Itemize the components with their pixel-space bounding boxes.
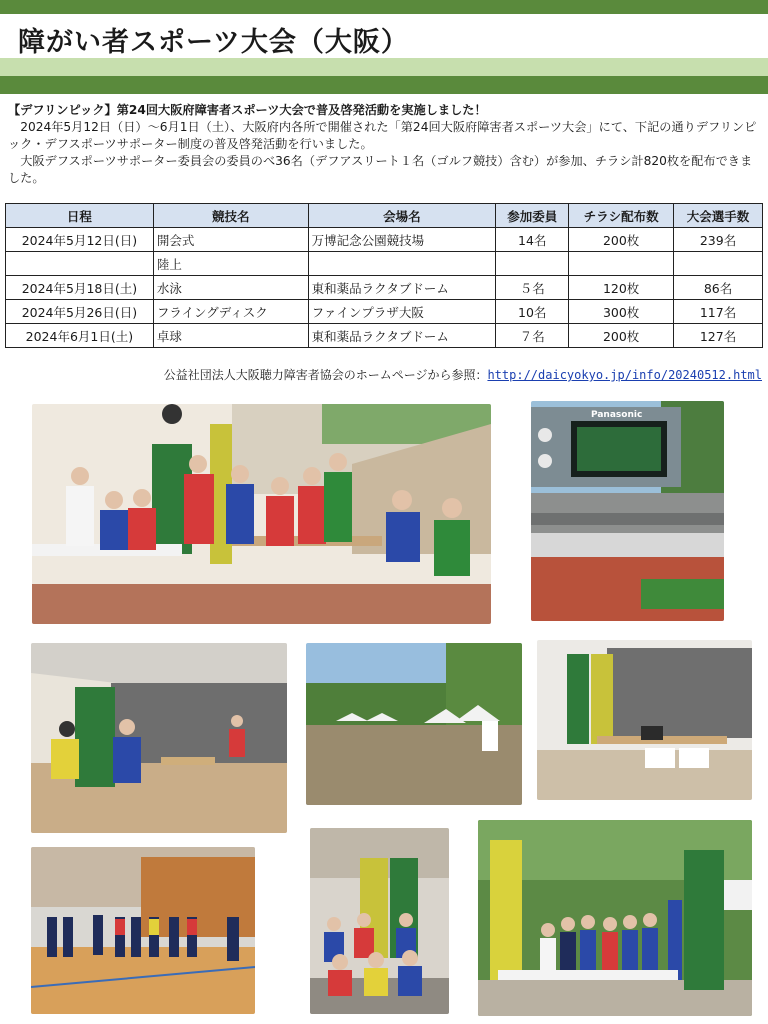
cell-athletes: 86名: [674, 276, 763, 300]
table-row: [6, 228, 763, 252]
header-band-dark: [0, 76, 768, 94]
cell-members: [496, 252, 569, 276]
cell-venue: 東和薬品ラクタブドーム: [308, 324, 496, 348]
table-row: [6, 276, 763, 300]
photo-group-booth: [32, 404, 491, 624]
reference-label: 公益社団法人大阪聴力障害者協会のホームページから参照：: [163, 368, 488, 382]
photo-group-banners: [310, 828, 449, 1014]
col-header-date: 日程: [6, 204, 154, 228]
cell-members: 14名: [496, 228, 569, 252]
cell-athletes: [674, 252, 763, 276]
cell-event: 陸上: [153, 252, 308, 276]
cell-athletes: 117名: [674, 300, 763, 324]
headline: 【デフリンピック】第24回大阪府障害者スポーツ大会で普及啓発活動を実施しました！: [8, 103, 487, 117]
intro-text: [8, 102, 760, 187]
photo-gym-athletes: [31, 847, 255, 1014]
cell-date: 2024年5月26日(日): [6, 300, 154, 324]
page-title: 障がい者スポーツ大会（大阪）: [18, 27, 409, 58]
table-header-row: [6, 204, 763, 228]
paragraph-1: 2024年5月12日（日）～6月1日（土）、大阪府内各所で開催された「第24回大阪府障害者スポーツ大会」にて、下記の通りデフリンピック・デフスポーツサポーター制度の普及啓発活動を行いました。: [8, 120, 757, 151]
cell-flyers: 200枚: [569, 228, 674, 252]
cell-flyers: 120枚: [569, 276, 674, 300]
cell-venue: ファインプラザ大阪: [308, 300, 496, 324]
cell-date: 2024年6月1日(土): [6, 324, 154, 348]
cell-venue: 万博記念公園競技場: [308, 228, 496, 252]
table-row: [6, 300, 763, 324]
cell-event: 水泳: [153, 276, 308, 300]
col-header-athletes: 大会選手数: [674, 204, 763, 228]
paragraph-2: 大阪デフスポーツサポーター委員会の委員のべ36名（デフアスリート１名（ゴルフ競技）含む）が参加、チラシ計820枚を配布できました。: [8, 154, 753, 185]
cell-members: 10名: [496, 300, 569, 324]
reference-link[interactable]: http://daicyokyo.jp/info/20240512.html: [487, 368, 762, 382]
cell-event: 開会式: [153, 228, 308, 252]
schedule-table: [5, 203, 763, 348]
cell-members: ７名: [496, 324, 569, 348]
cell-date: 2024年5月12日(日): [6, 228, 154, 252]
cell-flyers: [569, 252, 674, 276]
table-row: [6, 324, 763, 348]
col-header-flyers: チラシ配布数: [569, 204, 674, 228]
cell-date: 2024年5月18日(土): [6, 276, 154, 300]
photo-tents-field: [306, 643, 522, 805]
cell-date: [6, 252, 154, 276]
cell-athletes: 127名: [674, 324, 763, 348]
col-header-members: 参加委員: [496, 204, 569, 228]
scoreboard-brand: Panasonic: [591, 410, 643, 420]
table-row: [6, 252, 763, 276]
cell-athletes: 239名: [674, 228, 763, 252]
photo-indoor-booth: [537, 640, 752, 800]
cell-venue: 東和薬品ラクタブドーム: [308, 276, 496, 300]
cell-event: フライングディスク: [153, 300, 308, 324]
col-header-event: 競技名: [153, 204, 308, 228]
header-top-bar: [0, 0, 768, 14]
reference-line: [164, 366, 762, 383]
cell-members: ５名: [496, 276, 569, 300]
cell-event: 卓球: [153, 324, 308, 348]
photo-covered-booth: [31, 643, 287, 833]
cell-flyers: 300枚: [569, 300, 674, 324]
header-band-light: [0, 58, 768, 76]
photo-outdoor-banners: [478, 820, 752, 1016]
photo-stadium-scoreboard: [531, 401, 724, 621]
cell-venue: [308, 252, 496, 276]
col-header-venue: 会場名: [308, 204, 496, 228]
cell-flyers: 200枚: [569, 324, 674, 348]
